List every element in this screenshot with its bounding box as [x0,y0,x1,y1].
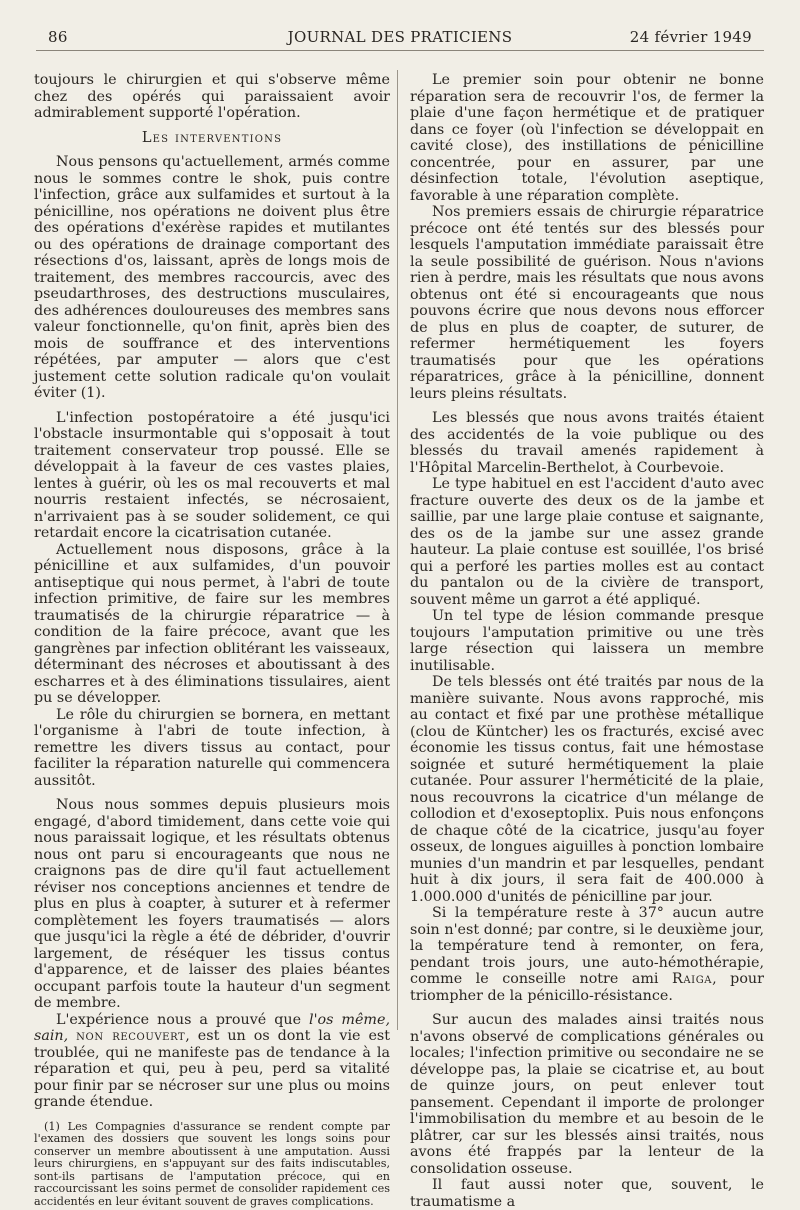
left-column [34,72,390,1209]
small-caps-text: non recouvert [76,1028,186,1044]
paragraph: Nous pensons qu'actuellement, armés comme nous le sommes contre le shok, puis contre l'infection, grâce aux sulfamides et surtout à la pénicilline, nos opérations ne doivent plus être des opérations d'exérèse rapides et mutilantes ou des opérations de drainage comportant des résections d'os, laissant, après de longs mois de traitement, des membres raccourcis, avec des pseudarthroses, des destructions musculaires, des adhérences douloureuses des membres sans valeur fonctionnelle, qu'on finit, après bien des mois de souffrance et des interventions répétées, par amputer — alors que c'est justement cette solution radicale qu'on voulait éviter (1). [34,154,390,401]
issue-date: 24 février 1949 [629,28,752,46]
journal-title: JOURNAL DES PRATICIENS [287,28,513,46]
paragraph: Sur aucun des malades ainsi traités nous n'avons observé de complications générales ou locales; l'infection primitive ou secondaire ne se développe pas, la plaie se cicatrise et, au bout de quinze jours, on peut enlever tout pansement. Cependant il importe de prolonger l'immobilisation du membre et au besoin de le plâtrer, car sur les blessés ainsi traités, nous avons été frappés par la lenteur de la consolidation osseuse. [410,1012,764,1177]
section-heading: Les interventions [141,129,283,146]
footnote: (1) Les Compagnies d'assurance se rendent compte par l'examen des dossiers que souvent les longs soins pour conserver un membre aboutissent à une amputation. Aussi leurs chirurgiens, en s'appuyant sur des faits indiscutables, sont-ils partisans de l'amputation précoce, qui en raccourcissant les soins permet de consolider rapidement ces accidentés en leur évitant souvent de graves complications. [34,1119,390,1209]
author-name: Raiga [671,971,713,987]
paragraph: Nos premiers essais de chirurgie réparatrice précoce ont été tentés sur des blessés pour lesquels l'amputation immédiate paraissait être la seule possibilité de guérison. Nous n'avions rien à perdre, mais les résultats que nous avons obtenus ont été si encourageants que nous pouvons écrire que nous devons nous efforcer de plus en plus de coapter, de suturer, de refermer hermétiquement les foyers traumatisés pour que les opérations réparatrices, grâce à la pénicilline, donnent leurs pleins résultats. [410,204,764,402]
paragraph: Un tel type de lésion commande presque toujours l'amputation primitive ou une très large résection qui laissera un membre inutilisable. [410,608,764,674]
right-column [410,72,764,1210]
paragraph: Le rôle du chirurgien se bornera, en mettant l'organisme à l'abri de toute infection, à remettre les divers tissus au contact, pour faciliter la réparation naturelle qui commencera aussitôt. [34,706,390,789]
paragraph: Le type habituel en est l'accident d'auto avec fracture ouverte des deux os de la jambe et saillie, par une large plaie contuse et saignante, des os de la jambe sur une assez grande hauteur. La plaie contuse est souillée, l'os brisé qui a perforé les parties molles est au contact du pantalon ou de la civière de transport, souvent même un garrot a été appliqué. [410,476,764,608]
page-number: 86 [48,28,68,46]
paragraph: Il faut aussi noter que, souvent, le traumatisme a [410,1177,764,1210]
text-run: , est un os dont la vie est troublée, qui ne manifeste pas de tendance à la réparation et qui, peu à peu, perd sa vitalité pour finir par se nécroser sur une plus ou moins grande étendue. [34,1028,390,1110]
text-run: , pour triompher de la pénicillo-résistance. [410,971,764,1004]
text-run: Si la température reste à 37° aucun autre soin n'est donné; par contre, si le deuxième jour, la température tend à remonter, on fera, pendant trois jours, une auto-hémothérapie, comme le conseille notre ami [410,905,764,987]
paragraph: Le premier soin pour obtenir ne bonne réparation sera de recouvrir l'os, de fermer la plaie d'une façon hermétique et de pratiquer dans ce foyer (où l'infection se développait en cavité close), des instillations de pénicilline concentrée, pour en assurer, par une désinfection totale, l'évolution aseptique, favorable à une réparation complète. [410,72,764,204]
paragraph [34,1012,390,1111]
paragraph: toujours le chirurgien et qui s'observe même chez des opérés qui paraissaient avoir admirablement supporté l'opération. [34,72,390,121]
emphasis-text: l'os même, sain, [34,1011,390,1044]
column-divider [397,70,398,1030]
paragraph: Nous nous sommes depuis plusieurs mois engagé, d'abord timidement, dans cette voie qui nous paraissait logique, et les résultats obtenus nous ont paru si encourageants que nous ne craignons pas de dire qu'il faut actuellement réviser nos conceptions anciennes et tendre de plus en plus à coapter, à suturer et à refermer complètement les foyers traumatisés — alors que jusqu'ici la règle a été de débrider, d'ouvrir largement, de réséquer les tissus contus d'apparence, et de laisser des plaies béantes occupant parfois toute la hauteur d'un segment de membre. [34,797,390,1011]
text-run: L'expérience nous a prouvé que [56,1011,309,1028]
running-header [36,22,764,51]
paragraph: L'infection postopératoire a été jusqu'ici l'obstacle insurmontable qui s'opposait à tout traitement conservateur trop poussé. Elle se développait à la faveur de ces vastes plaies, lentes à guérir, où les os mal recouverts et mal nourris restaient infectés, se nécrosaient, n'arrivaient pas à se souder solidement, ce qui retardait encore la cicatrisation cutanée. [34,409,390,541]
paragraph: Les blessés que nous avons traités étaient des accidentés de la voie publique ou des blessés du travail amenés rapidement à l'Hôpital Marcelin-Berthelot, à Courbevoie. [410,410,764,476]
paragraph: De tels blessés ont été traités par nous de la manière suivante. Nous avons rapproché, mis au contact et fixé par une prothèse métallique (clou de Küntcher) les os fracturés, excisé avec économie les tissus contus, fait une hémostase soignée et suturé hermétiquement la plaie cutanée. Pour assurer l'herméticité de la plaie, nous recouvrons la cicatrice d'un mélange de collodion et d'exoseptoplix. Puis nous enfonçons de chaque côté de la cicatrice, jusqu'au foyer osseux, de longues aiguilles à ponction lombaire munies d'un mandrin et par lesquelles, pendant huit à dix jours, il sera fait de 400.000 à 1.000.000 d'unités de pénicilline par jour. [410,674,764,905]
paragraph [410,905,764,1004]
paragraph: Actuellement nous disposons, grâce à la pénicilline et aux sulfamides, d'un pouvoir antiseptique qui nous permet, à l'abri de toute infection primitive, de faire sur les membres traumatisés de la chirurgie réparatrice — à condition de la faire précoce, avant que les gangrènes par infection oblitérant les vaisseaux, déterminant des nécroses et aboutissant à des escharres et à des éliminations tissulaires, aient pu se développer. [34,541,390,706]
